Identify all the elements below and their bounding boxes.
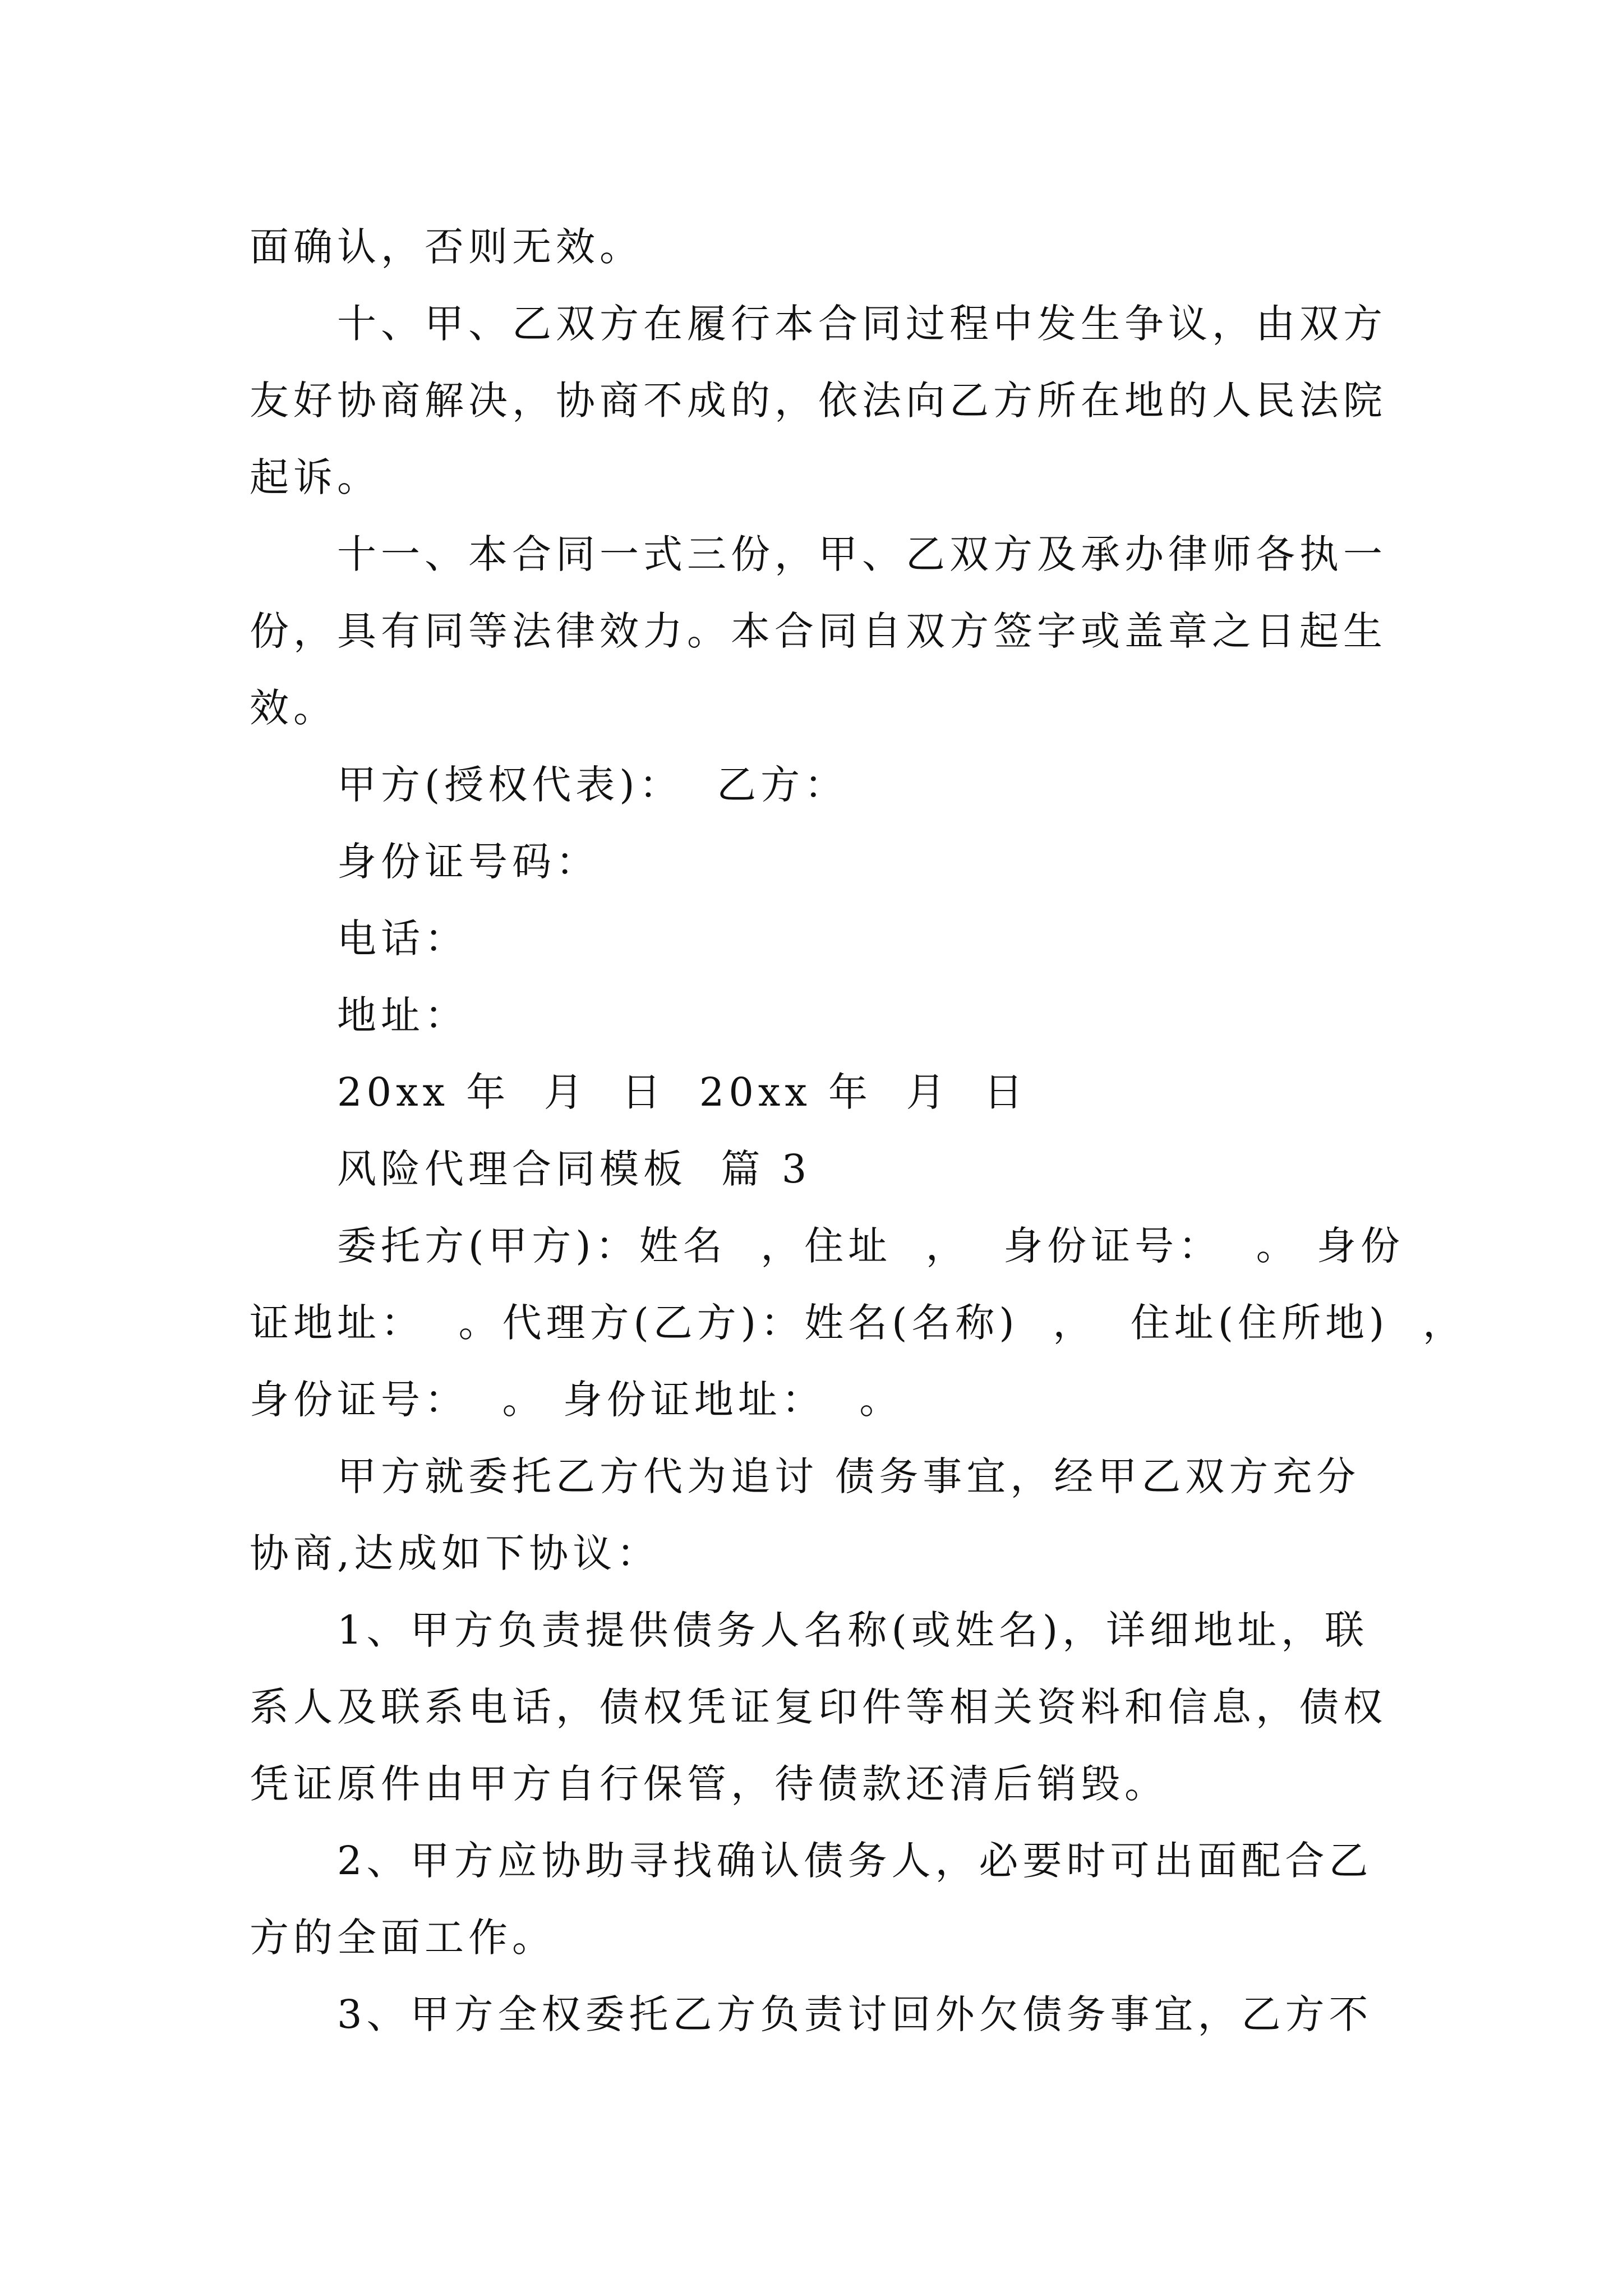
date-line: 20xx 年 月 日 20xx 年 月 日 [337, 1069, 1028, 1115]
signature-party-line: 甲方(授权代表)： 乙方： [337, 762, 849, 808]
text-line: 起诉。 [250, 454, 381, 500]
text-line: 友好协商解决，协商不成的，依法向乙方所在地的人民法院 [250, 378, 1387, 424]
clause-line: 2、甲方应协助寻找确认债务人，必要时可出面配合乙 [337, 1838, 1373, 1884]
text-line: 系人及联系电话，债权凭证复印件等相关资料和信息，债权 [250, 1684, 1387, 1730]
clause-line: 3、甲方全权委托乙方负责讨回外欠债务事宜，乙方不 [337, 1991, 1373, 2037]
text-line: 协商,达成如下协议： [250, 1530, 661, 1576]
section-heading: 风险代理合同模板 篇 3 [337, 1146, 811, 1192]
phone-line: 电话： [337, 915, 468, 961]
address-line: 地址： [337, 992, 468, 1038]
text-line: 效。 [250, 685, 337, 731]
text-line: 身份证号： 。 身份证地址： 。 [250, 1377, 903, 1423]
text-line: 面确认，否则无效。 [250, 224, 643, 270]
clause-line: 1、甲方负责提供债务人名称(或姓名)，详细地址，联 [337, 1607, 1369, 1653]
text-line: 份，具有同等法律效力。本合同自双方签字或盖章之日起生 [250, 608, 1387, 654]
text-line: 甲方就委托乙方代为追讨 债务事宜，经甲乙双方充分 [337, 1453, 1361, 1499]
text-line: 证地址： 。代理方(乙方)：姓名(名称) ， 住址(住所地) ， [250, 1300, 1467, 1346]
text-line: 十一、本合同一式三份，甲、乙双方及承办律师各执一 [337, 531, 1387, 577]
text-line: 委托方(甲方)：姓名 ，住址 ， 身份证号： 。 身份 [337, 1223, 1404, 1269]
document-body [250, 209, 1467, 2053]
text-line: 十、甲、乙双方在履行本合同过程中发生争议，由双方 [337, 301, 1387, 347]
text-line: 凭证原件由甲方自行保管，待债款还清后销毁。 [250, 1761, 1168, 1807]
id-number-line: 身份证号码： [337, 839, 600, 885]
text-line: 方的全面工作。 [250, 1915, 556, 1961]
